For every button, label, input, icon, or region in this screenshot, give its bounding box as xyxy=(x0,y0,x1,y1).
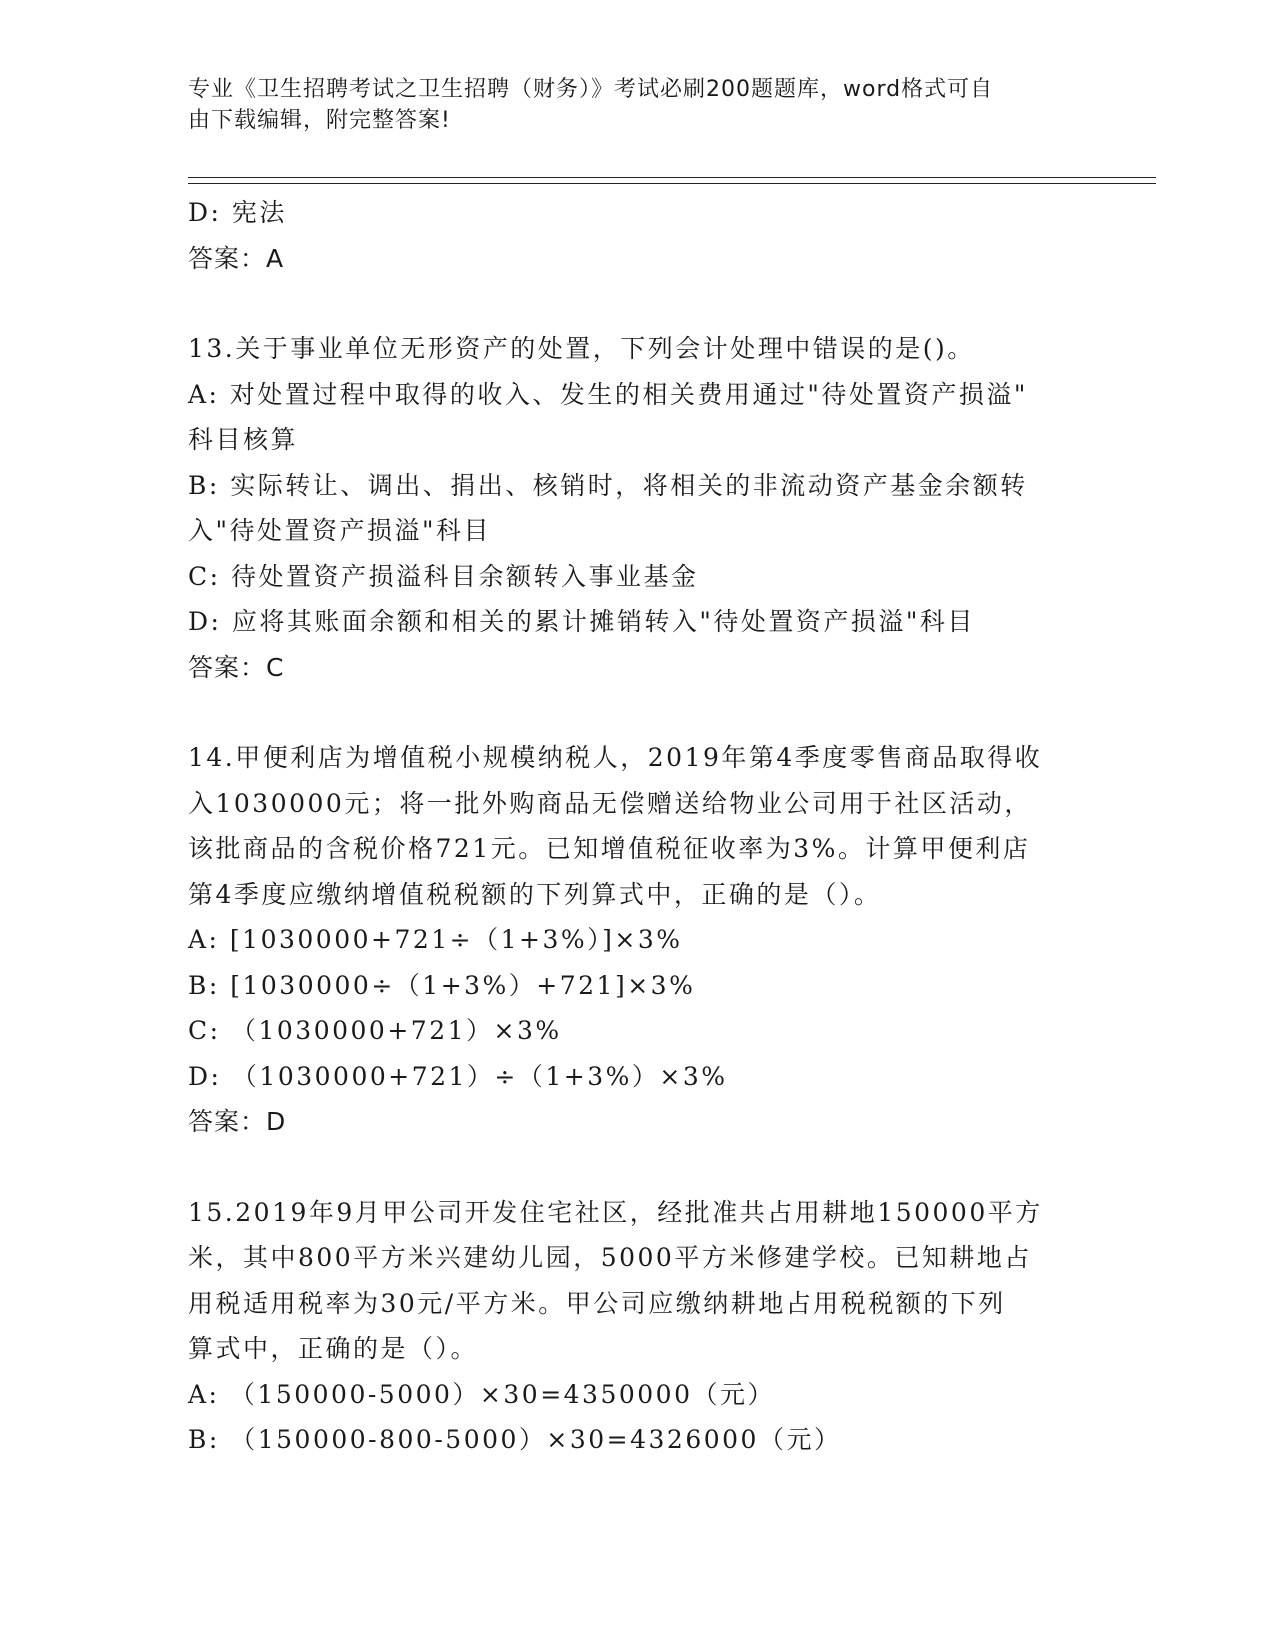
option-b: B: （150000-800-5000）×30=4326000（元） xyxy=(188,1425,842,1454)
question-text: 13.关于事业单位无形资产的处置，下列会计处理中错误的是()。 xyxy=(188,334,975,363)
header-line-2: 由下载编辑，附完整答案! xyxy=(188,108,451,133)
question-text-continued: 入1030000元；将一批外购商品无偿赠送给物业公司用于社区活动， xyxy=(188,788,1032,818)
question-text: 15.2019年9月甲公司开发住宅社区，经批准共占用耕地150000平方 xyxy=(188,1197,1043,1227)
answer-line: 答案：C xyxy=(188,652,285,682)
question-12-tail xyxy=(188,190,1088,281)
question-15 xyxy=(188,1190,1088,1463)
option-a-continued: 科目核算 xyxy=(188,425,299,454)
header-divider-top xyxy=(188,177,1156,178)
question-text-continued: 用税适用税率为30元/平方米。甲公司应缴纳耕地占用税税额的下列 xyxy=(188,1288,1006,1318)
question-text-continued: 该批商品的含税价格721元。已知增值税征收率为3%。计算甲便利店 xyxy=(188,834,1031,863)
page-header xyxy=(188,74,1068,136)
option-d: D: 宪法 xyxy=(188,198,287,227)
option-a: A: [1030000+721÷（1+3%）]×3% xyxy=(188,925,683,954)
option-d: D: （1030000+721）÷（1+3%）×3% xyxy=(188,1061,728,1091)
document-body xyxy=(188,190,1088,1463)
option-a: A: 对处置过程中取得的收入、发生的相关费用通过"待处置资产损溢" xyxy=(188,379,1028,409)
spacer xyxy=(188,690,1088,735)
question-text-continued: 米，其中800平方米兴建幼儿园，5000平方米修建学校。已知耕地占 xyxy=(188,1243,1032,1272)
question-13 xyxy=(188,326,1088,690)
answer-line: 答案：A xyxy=(188,243,285,273)
option-c: C: （1030000+721）×3% xyxy=(188,1016,562,1045)
option-b: B: 实际转让、调出、捐出、核销时，将相关的非流动资产基金余额转 xyxy=(188,470,1028,500)
header-line-1: 专业《卫生招聘考试之卫生招聘（财务）》考试必刷200题题库，word格式可自 xyxy=(188,77,994,102)
question-text: 14.甲便利店为增值税小规模纳税人，2019年第4季度零售商品取得收 xyxy=(188,743,1043,772)
option-d: D: 应将其账面余额和相关的累计摊销转入"待处置资产损溢"科目 xyxy=(188,607,975,636)
spacer xyxy=(188,1145,1088,1190)
answer-line: 答案：D xyxy=(188,1107,287,1136)
option-a: A: （150000-5000）×30=4350000（元） xyxy=(188,1379,775,1409)
header-divider-bottom xyxy=(188,183,1156,184)
question-14 xyxy=(188,735,1088,1145)
question-text-continued: 第4季度应缴纳增值税税额的下列算式中，正确的是（）。 xyxy=(188,879,882,909)
spacer xyxy=(188,281,1088,326)
option-b-continued: 入"待处置资产损溢"科目 xyxy=(188,516,491,545)
option-b: B: [1030000÷（1+3%）+721]×3% xyxy=(188,970,696,1000)
question-text-continued: 算式中，正确的是（）。 xyxy=(188,1334,479,1363)
option-c: C: 待处置资产损溢科目余额转入事业基金 xyxy=(188,561,699,591)
